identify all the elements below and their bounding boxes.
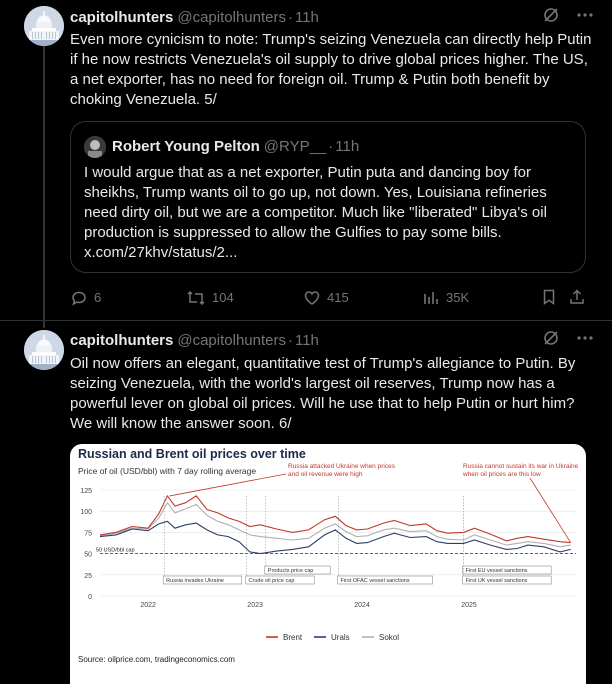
event-label: Russia invades Ukraine [166, 578, 224, 584]
tweet-1[interactable] [0, 0, 612, 320]
separator-dot: · [287, 332, 293, 349]
event-label: First UK vessel sanctions [465, 578, 528, 584]
reply-count: 6 [94, 290, 102, 305]
annotation-text: Russia attacked Ukraine when prices and oil revenue were high [288, 463, 395, 478]
x-tick-label: 2022 [140, 602, 156, 609]
capitol-dome-icon [24, 6, 64, 46]
price-cap-label: 50 USD/bbl cap [96, 547, 135, 554]
series-line-urals [100, 521, 571, 553]
event-label: First EU vessel sanctions [465, 568, 528, 574]
capitol-dome-icon [24, 330, 64, 370]
x-tick-label: 2025 [461, 602, 477, 609]
series-line-brent [100, 496, 571, 543]
quoted-text [84, 163, 574, 263]
chart-source: Source: oilprice.com, tradingeconomics.com [78, 655, 235, 664]
views-count: 35K [446, 290, 470, 305]
quoted-avatar[interactable] [84, 136, 106, 158]
quoted-header [112, 137, 359, 157]
chart-title: Russian and Brent oil prices over time [78, 447, 306, 461]
y-tick-label: 0 [88, 594, 92, 601]
views-button[interactable] [422, 288, 469, 308]
reply-icon [70, 289, 88, 307]
oil-price-chart [70, 444, 586, 684]
quoted-handle[interactable]: @RYP__ [263, 138, 327, 155]
reply-button[interactable] [70, 288, 101, 308]
tweet-header [70, 8, 594, 28]
annotation-text: Russia cannot sustain its war in Ukraine when oil prices are this low [463, 463, 579, 478]
tweet-2[interactable] [0, 320, 612, 664]
event-label: First OFAC vessel sanctions [340, 578, 410, 584]
timestamp[interactable]: 11h [294, 9, 319, 26]
separator-dot: · [287, 9, 293, 26]
quoted-body: I would argue that as a net exporter, Putin puta and dancing boy for sheikhs, Trump wants oil to go up, not down. Yes, Louisiana refineries need dirty oil, but we are a competitor. Much like "liberated" Libya's oil production is suppressed to allow the Gulfies to pay some bills. [84, 164, 547, 241]
chart-image[interactable] [70, 444, 586, 684]
tweet-header [70, 331, 594, 351]
bookmark-button[interactable] [540, 288, 558, 306]
avatar[interactable] [24, 330, 64, 370]
share-icon [568, 288, 586, 306]
share-button[interactable] [568, 288, 586, 306]
tweet-text: Even more cynicism to note: Trump's seizing Venezuela can directly help Putin if he now restricts Venezuela's oil supply to drive global prices higher. The US, a net exporter, has no need for foreign oil. Trump & Putin both benefit by choking Venezuela. 5/ [70, 31, 592, 108]
annotation-arrow [530, 478, 571, 543]
thread-line [43, 46, 45, 320]
y-tick-label: 25 [84, 572, 92, 580]
user-handle[interactable]: @capitolhunters [177, 9, 286, 26]
legend-label: Brent [283, 633, 303, 642]
heart-icon [303, 289, 321, 307]
avatar[interactable] [24, 6, 64, 46]
timestamp[interactable]: 11h [294, 332, 319, 349]
annotation-arrow [170, 474, 286, 496]
legend-label: Urals [331, 633, 350, 642]
repost-icon [186, 289, 206, 307]
user-handle[interactable]: @capitolhunters [177, 332, 286, 349]
more-options-icon[interactable] [576, 6, 594, 30]
tweet-text: Oil now offers an elegant, quantitative test of Trump's allegiance to Putin. By seizing Venezuela, with the world's largest oil reserves, Trump now has a powerful lever on global oil prices. Will he use that to help Putin or hurt him? We will know the answer soon. 6/ [70, 355, 576, 432]
quoted-display-name[interactable]: Robert Young Pelton [112, 138, 260, 155]
y-tick-label: 50 [84, 551, 92, 559]
like-count: 415 [327, 290, 349, 305]
bookmark-icon [540, 288, 558, 306]
event-label: Crude oil price cap [248, 578, 295, 584]
y-tick-label: 75 [84, 530, 92, 538]
like-button[interactable] [303, 288, 349, 308]
legend-label: Sokol [379, 633, 400, 642]
y-tick-label: 100 [80, 509, 92, 517]
chart-ylabel: Price of oil (USD/bbl) with 7 day rolling average [78, 466, 257, 476]
thread-line [43, 320, 45, 328]
display-name[interactable]: capitolhunters [70, 9, 174, 26]
action-bar [70, 288, 590, 308]
repost-button[interactable] [186, 288, 234, 308]
event-label: Products price cap [267, 568, 314, 574]
quoted-tweet[interactable] [70, 121, 586, 273]
grok-icon[interactable] [542, 329, 560, 353]
separator-dot: · [328, 138, 334, 155]
y-tick-label: 125 [80, 488, 92, 495]
display-name[interactable]: capitolhunters [70, 332, 174, 349]
quoted-link[interactable]: x.com/27khv/status/2... [84, 244, 238, 261]
more-options-icon[interactable] [576, 329, 594, 353]
views-icon [422, 289, 440, 307]
quoted-timestamp[interactable]: 11h [335, 138, 360, 155]
x-tick-label: 2023 [247, 602, 263, 609]
grok-icon[interactable] [542, 6, 560, 30]
repost-count: 104 [212, 290, 234, 305]
x-tick-label: 2024 [354, 602, 370, 609]
divider [0, 320, 612, 321]
